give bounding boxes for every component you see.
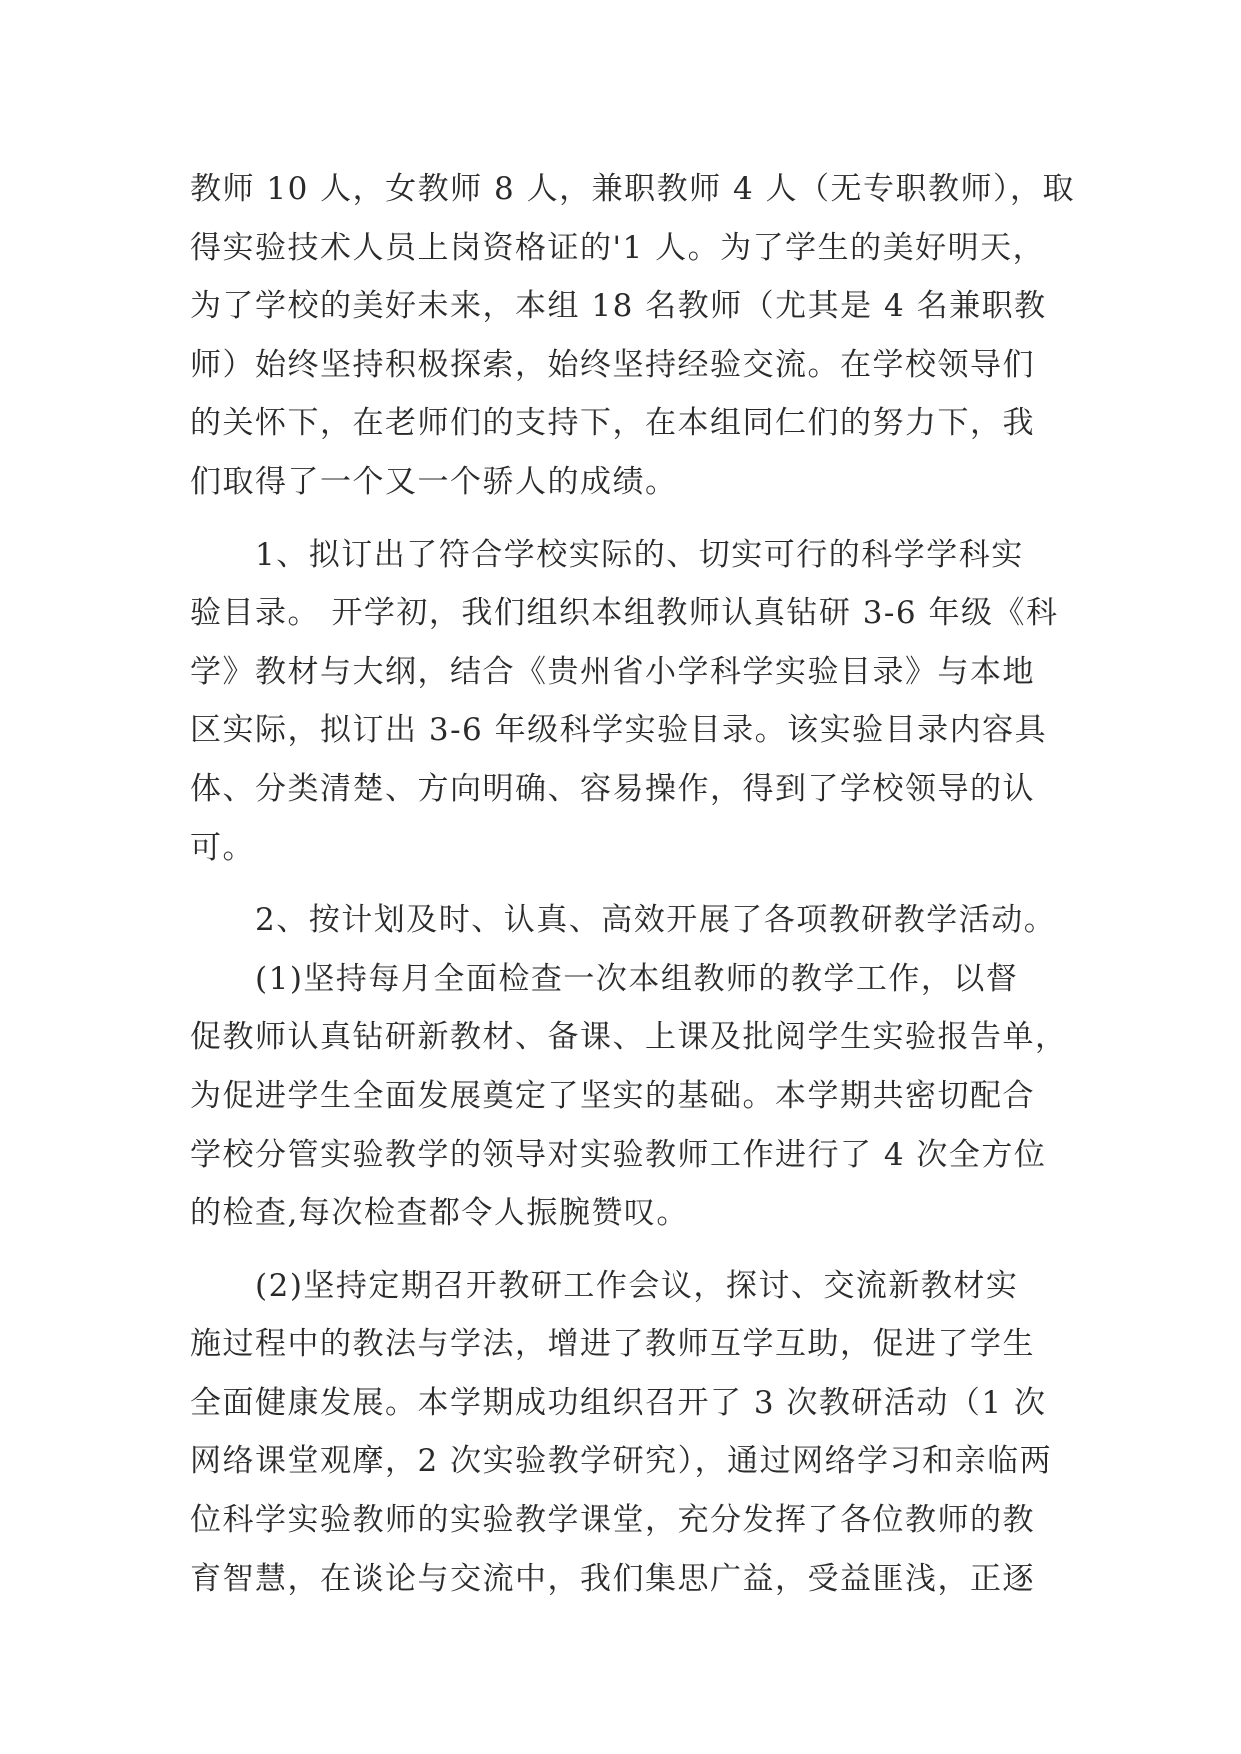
text-line: 师）始终坚持积极探索，始终坚持经验交流。在学校领导们	[190, 346, 1035, 383]
text-line: 可。	[190, 829, 255, 866]
paragraph-4	[190, 950, 1070, 1243]
text-line: (1)坚持每月全面检查一次本组教师的教学工作，以督	[190, 960, 1019, 997]
paragraph-2	[190, 526, 1070, 878]
text-line: 施过程中的教法与学法，增进了教师互学互助，促进了学生	[190, 1326, 1035, 1363]
text-line: 育智慧，在谈论与交流中，我们集思广益，受益匪浅，正逐	[190, 1560, 1035, 1597]
paragraph-3	[190, 891, 1070, 950]
text-line: 验目录。 开学初，我们组织本组教师认真钻研 3-6 年级《科	[190, 595, 1059, 632]
text-line: 区实际，拟订出 3-6 年级科学实验目录。该实验目录内容具	[190, 712, 1048, 749]
text-line: (2)坚持定期召开教研工作会议，探讨、交流新教材实	[190, 1267, 1019, 1304]
document-body	[190, 160, 1076, 1608]
text-line: 为促进学生全面发展奠定了坚实的基础。本学期共密切配合	[190, 1077, 1035, 1114]
paragraph-1	[190, 160, 1076, 512]
text-line: 的关怀下，在老师们的支持下，在本组同仁们的努力下，我	[190, 405, 1035, 442]
paragraph-gap	[190, 877, 1070, 891]
text-line: 1、拟订出了符合学校实际的、切实可行的科学学科实	[190, 536, 1024, 573]
text-line: 位科学实验教师的实验教学课堂，充分发挥了各位教师的教	[190, 1502, 1035, 1539]
text-line: 全面健康发展。本学期成功组织召开了 3 次教研活动（1 次	[190, 1384, 1047, 1421]
text-line: 体、分类清楚、方向明确、容易操作，得到了学校领导的认	[190, 770, 1035, 807]
text-line: 得实验技术人员上岗资格证的'1 人。为了学生的美好明天，	[190, 229, 1046, 266]
paragraph-5	[190, 1257, 1070, 1609]
text-line: 2、按计划及时、认真、高效开展了各项教研教学活动。	[190, 902, 1057, 939]
paragraph-gap	[190, 512, 1070, 526]
text-line: 学校分管实验教学的领导对实验教师工作进行了 4 次全方位	[190, 1136, 1047, 1173]
paragraph-gap	[190, 1243, 1070, 1257]
text-line: 促教师认真钻研新教材、备课、上课及批阅学生实验报告单，	[190, 1019, 1068, 1056]
text-line: 教师 10 人，女教师 8 人，兼职教师 4 人（无专职教师），取	[190, 171, 1076, 207]
text-line: 学》教材与大纲，结合《贵州省小学科学实验目录》与本地	[190, 653, 1035, 690]
text-line: 的检查,每次检查都令人振腕赞叹。	[190, 1195, 689, 1232]
text-line: 们取得了一个又一个骄人的成绩。	[190, 463, 678, 500]
text-line: 网络课堂观摩，2 次实验教学研究），通过网络学习和亲临两	[190, 1443, 1053, 1480]
text-line: 为了学校的美好未来，本组 18 名教师（尤其是 4 名兼职教	[190, 288, 1047, 325]
